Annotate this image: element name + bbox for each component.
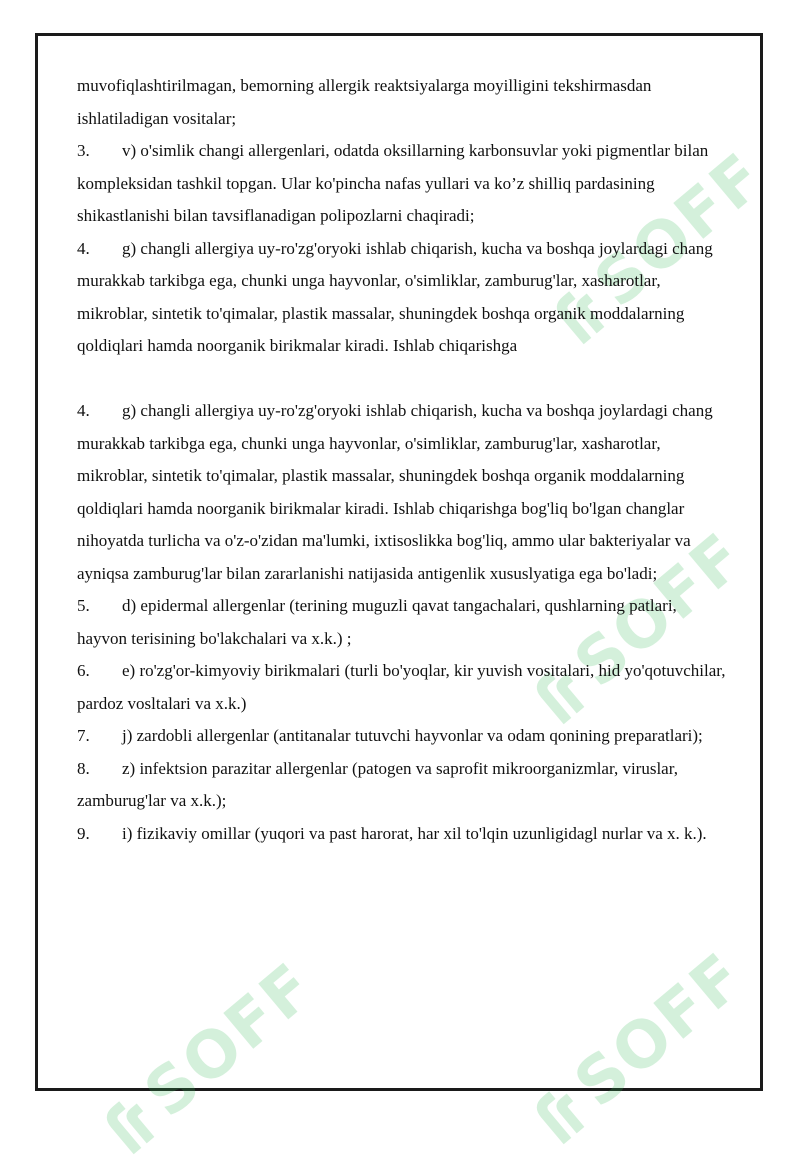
paragraph-text: e) ro'zg'or-kimyoviy birikmalari (turli bo'yoqlar, kir yuvish vositalari, hid yo'qotuvchilar, pardoz vosltalari va x.k.) bbox=[77, 661, 726, 713]
paragraph-text: j) zardobli allergenlar (antitanalar tutuvchi hayvonlar va odam qonining preparatlari); bbox=[122, 726, 703, 745]
paragraph bbox=[77, 135, 729, 233]
paragraph-text: z) infektsion parazitar allergenlar (patogen va saprofit mikroorganizmlar, viruslar, zamburug'lar va x.k.); bbox=[77, 758, 678, 810]
paragraph bbox=[77, 590, 729, 655]
item-number: 8. bbox=[77, 758, 90, 778]
item-number: 4. bbox=[77, 401, 90, 420]
watermark-text: SOFF bbox=[561, 519, 760, 702]
paragraph bbox=[77, 233, 729, 363]
paragraph bbox=[77, 753, 729, 818]
paragraph-text: v) o'simlik changi allergenlari, odatda oksillarning karbonsuvlar yoki pigmentlar bilan kompleksidan tashkil topgan. Ular ko'pincha nafas yullari va ko’z shilliq pardasining shikastlanishi bilan tavsiflanadigan polipozlarni chaqiradi; bbox=[77, 141, 709, 225]
paragraph-text: d) epidermal allergenlar (terining muguzli qavat tangachalari, qushlarning patlari, hayvon terisining bo'lakchalari va x.k.) ; bbox=[77, 596, 677, 648]
item-number: 3. bbox=[77, 141, 90, 160]
blank-line bbox=[77, 363, 729, 396]
paragraph-text: i) fizikaviy omillar (yuqori va past harorat, har xil to'lqin uzunligidagl nurlar va x. k.). bbox=[122, 823, 707, 843]
paragraph-text: g) changli allergiya uy-ro'zg'oryoki ishlab chiqarish, kucha va boshqa joylardagi chang murakkab tarkibga ega, chunki unga hayvonlar, o'simliklar, zamburug'lar, xasharotlar, mikroblar, sintetik to'qimalar, plastik massalar, shuningdek boshqa organik moddalarning qoldiqlari hamda noorganik birikmalar kiradi. Ishlab chiqarishga bbox=[77, 238, 713, 355]
paragraph bbox=[77, 818, 729, 851]
watermark-text: SOFF bbox=[581, 139, 780, 322]
item-number: 4. bbox=[77, 238, 90, 258]
item-number: 7. bbox=[77, 726, 90, 745]
paragraph bbox=[77, 720, 729, 753]
item-number: 5. bbox=[77, 596, 90, 615]
watermark-text: SOFF bbox=[561, 939, 760, 1122]
watermark-text: SOFF bbox=[131, 949, 330, 1132]
paragraph-text: muvofiqlashtirilmagan, bemorning allergik reaktsiyalarga moyilligini tekshirmasdan ishlatiladigan vositalar; bbox=[77, 76, 652, 128]
paragraph-text: g) changli allergiya uy-ro'zg'oryoki ishlab chiqarish, kucha va boshqa joylardagi chang murakkab tarkibga ega, chunki unga hayvonlar, o'simliklar, zamburug'lar, xasharotlar, mikroblar, sintetik to'qimalar, plastik massalar, shuningdek boshqa organik moddalarning qoldiqlari hamda noorganik birikmalar kiradi. Ishlab chiqarishga bog'liq bo'lgan changlar nihoyatda turlicha va o'z-o'zidan ma'lumki, ixtisoslikka bog'liq, ammo ular bakteriyalar va ayniqsa zamburug'lar bilan zararlanishi natijasida antigenlik xususlyatiga ega bo'ladi; bbox=[77, 401, 713, 583]
item-number: 9. bbox=[77, 823, 90, 843]
soff-logo-icon bbox=[94, 1083, 171, 1161]
paragraph bbox=[77, 655, 729, 720]
paragraph bbox=[77, 70, 729, 135]
paragraph bbox=[77, 395, 729, 590]
item-number: 6. bbox=[77, 661, 90, 680]
document-body bbox=[77, 70, 729, 850]
